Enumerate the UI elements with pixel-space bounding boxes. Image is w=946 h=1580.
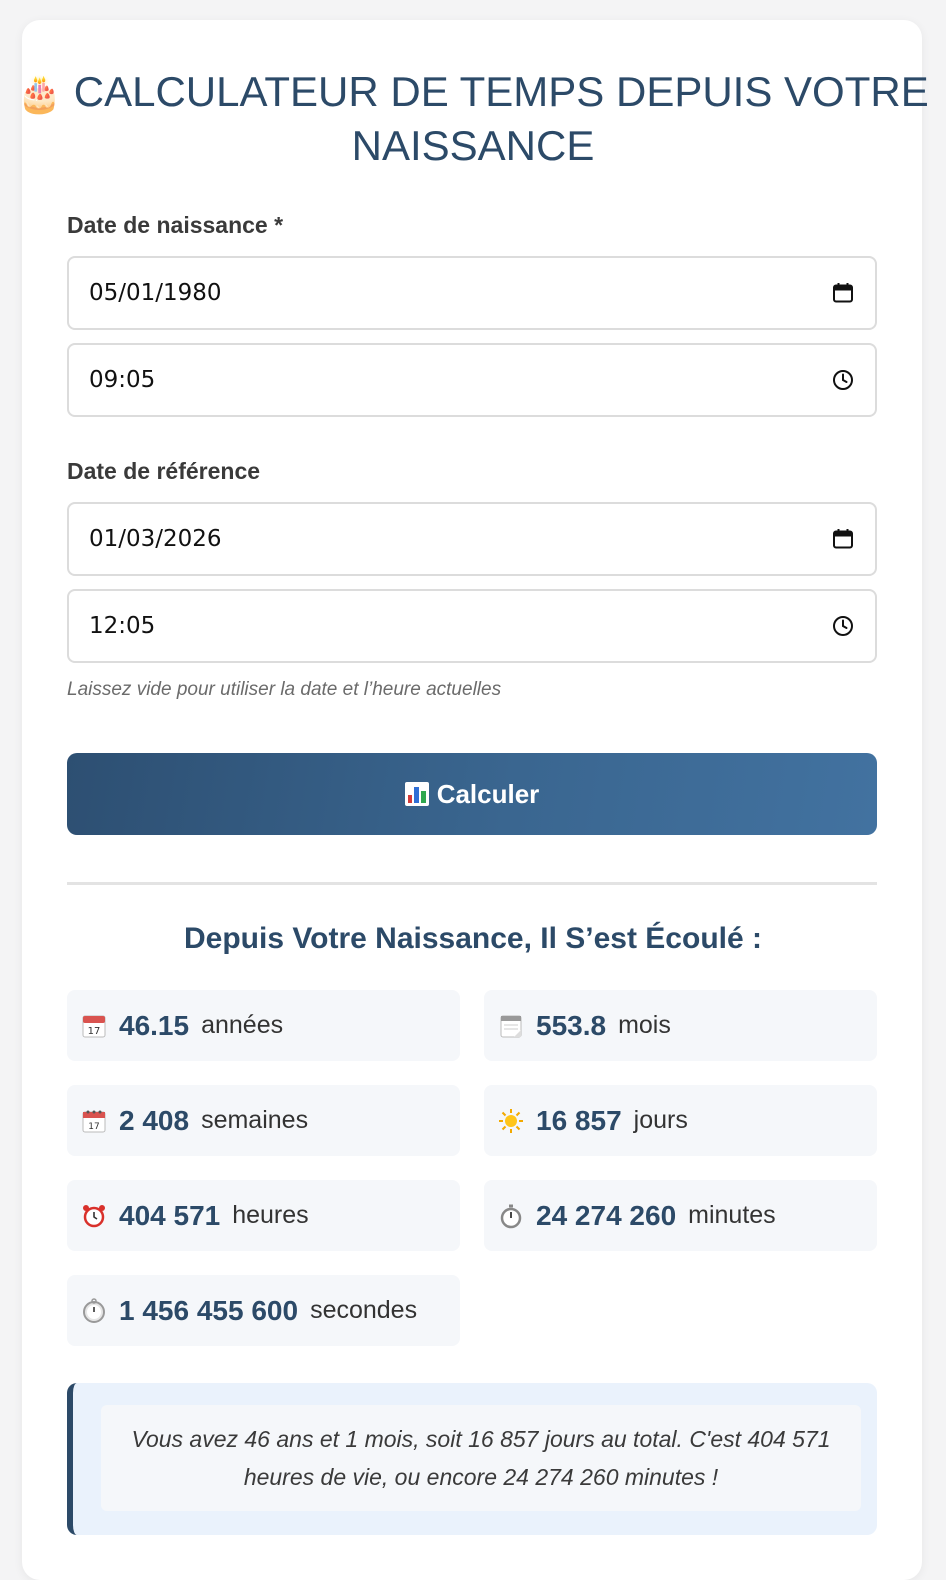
reference-time-value: 12:05: [89, 613, 156, 639]
page-title: [0, 66, 946, 172]
results-heading: Depuis Votre Naissance, Il S’est Écoulé :: [184, 922, 762, 955]
stat-value: 46.15: [119, 1009, 190, 1041]
reference-date-value: 01/03/2026: [89, 526, 222, 552]
stat-unit: mois: [618, 1011, 671, 1039]
clock-picker-icon[interactable]: [831, 614, 855, 638]
birth-time-value: 09:05: [89, 367, 156, 393]
birth-date-label: Date de naissance *: [67, 212, 284, 238]
spiral-calendar-icon: [81, 1108, 107, 1134]
reference-date-input[interactable]: [67, 502, 877, 576]
stat-value: 553.8: [536, 1009, 607, 1041]
stat-hours: [67, 1180, 460, 1251]
reference-time-input[interactable]: [67, 589, 877, 663]
calendar-picker-icon[interactable]: [831, 281, 855, 305]
svg-text:17: 17: [88, 1121, 100, 1132]
stat-value: 2 408: [119, 1104, 190, 1136]
section-divider: [67, 882, 877, 885]
page-title-text: CALCULATEUR DE TEMPS DEPUIS VOTRE NAISSANCE: [73, 68, 929, 169]
stat-unit: minutes: [688, 1201, 776, 1229]
stat-value: 16 857: [536, 1104, 622, 1136]
stat-unit: jours: [633, 1106, 688, 1134]
tear-off-calendar-icon: [498, 1013, 524, 1039]
stat-weeks: [67, 1085, 460, 1156]
calendar-icon: [81, 1013, 107, 1039]
pocket-watch-icon: [81, 1298, 107, 1324]
stat-value: 1 456 455 600: [119, 1294, 299, 1326]
bar-chart-icon: [405, 782, 429, 806]
sun-icon: [498, 1108, 524, 1134]
summary-text: Vous avez 46 ans et 1 mois, soit 16 857 jours au total. C'est 404 571 heures de vie, ou encore 24 274 260 minutes !: [101, 1405, 861, 1511]
stat-unit: heures: [232, 1201, 309, 1229]
calculate-button[interactable]: [67, 753, 877, 835]
calendar-picker-icon[interactable]: [831, 527, 855, 551]
summary-box: [67, 1383, 877, 1535]
stat-value: 404 571: [119, 1199, 221, 1231]
stat-value: 24 274 260: [536, 1199, 677, 1231]
reference-hint: Laissez vide pour utiliser la date et l’heure actuelles: [67, 679, 502, 700]
stat-unit: semaines: [201, 1106, 309, 1134]
stopwatch-icon: [498, 1203, 524, 1229]
calculate-button-label: Calculer: [436, 778, 540, 809]
svg-text:17: 17: [87, 1025, 101, 1037]
birthday-cake-icon: 🎂: [17, 73, 63, 114]
clock-picker-icon[interactable]: [831, 368, 855, 392]
stat-seconds: [67, 1275, 460, 1346]
stat-unit: années: [201, 1011, 284, 1039]
stat-minutes: [484, 1180, 877, 1251]
stat-days: [484, 1085, 877, 1156]
birth-date-input[interactable]: [67, 256, 877, 330]
birth-time-input[interactable]: [67, 343, 877, 417]
stat-unit: secondes: [310, 1296, 418, 1324]
stat-years: [67, 990, 460, 1061]
birth-date-value: 05/01/1980: [89, 280, 222, 306]
reference-date-label: Date de référence: [67, 458, 261, 484]
alarm-clock-icon: [81, 1203, 107, 1229]
stat-months: [484, 990, 877, 1061]
